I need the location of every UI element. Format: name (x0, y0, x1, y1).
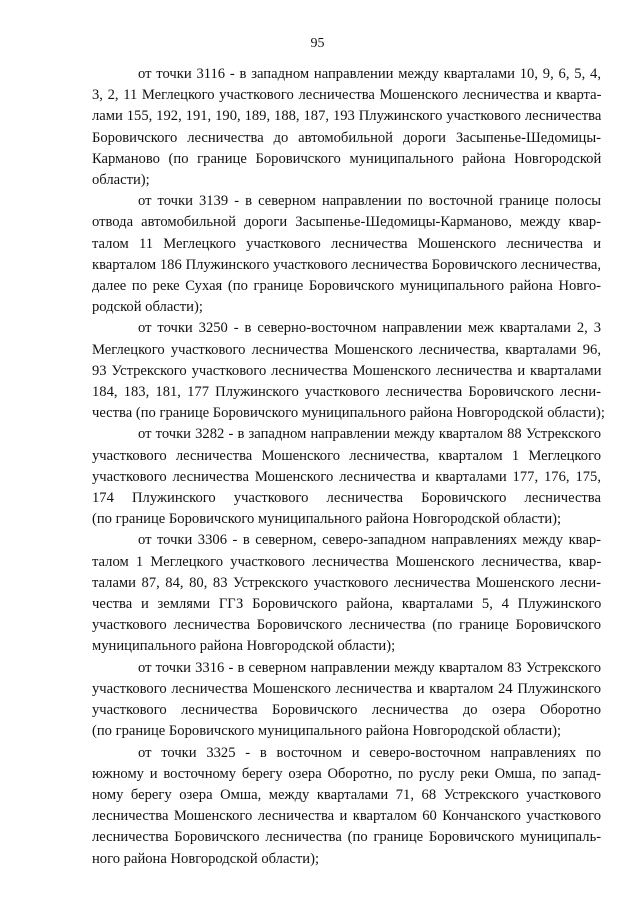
document-body (92, 64, 605, 870)
text-line: от точки 3250 - в северно-восточном направлении меж кварталами 2, 3 (138, 320, 601, 337)
page-number: 95 (310, 36, 325, 51)
text-line: ного района Новгородской области); (92, 850, 320, 867)
paragraph-point-3139 (92, 191, 601, 318)
text-line: от точки 3282 - в западном направлении между кварталом 88 Устрекского (138, 426, 601, 443)
text-line: чества (по границе Боровичского муниципального района Новгородской области); (92, 405, 605, 422)
text-line: лами 155, 192, 191, 190, 189, 188, 187, 193 Плужинского участкового лесничества (92, 108, 602, 125)
paragraph-point-3116 (92, 64, 601, 191)
text-line: участкового лесничества Мошенского лесничества и кварталом 24 Плужинского (92, 680, 601, 697)
text-line: талом 11 Меглецкого участкового лесничества Мошенского лесничества и (92, 235, 601, 252)
text-line: (по границе Боровичского муниципального района Новгородской области); (92, 723, 562, 740)
text-line: участкового лесничества Боровичского лесничества до озера Оборотно (92, 702, 601, 719)
text-line: (по границе Боровичского муниципального района Новгородской области); (92, 511, 562, 528)
text-line: талом 1 Меглецкого участкового лесничества Мошенского лесничества, квар- (92, 553, 602, 570)
text-line: Меглецкого участкового лесничества Мошенского лесничества, кварталами 96, (92, 341, 601, 358)
text-line: 3, 2, 11 Меглецкого участкового лесничества Мошенского лесничества и кварта- (92, 87, 602, 104)
paragraph-point-3325 (92, 743, 601, 870)
text-line: от точки 3325 - в восточном и северо-восточном направлениях по (138, 744, 601, 761)
text-line: отвода автомобильной дороги Засыпенье-Шедомицы-Карманово, между квар- (92, 214, 601, 231)
text-line: 174 Плужинского участкового лесничества Боровичского лесничества (92, 490, 601, 507)
text-line: лесничества Боровичского лесничества (по границе Боровичского муниципаль- (92, 829, 602, 846)
text-line: Боровичского лесничества до автомобильной дороги Засыпенье-Шедомицы- (92, 129, 601, 146)
paragraph-point-3250 (92, 318, 605, 424)
text-line: участкового лесничества Боровичского лесничества (по границе Боровичского (92, 617, 601, 634)
text-line: от точки 3316 - в северном направлении между кварталом 83 Устрекского (138, 659, 601, 676)
text-line: Карманово (по границе Боровичского муниципального района Новгородской (92, 150, 602, 167)
text-line: южному и восточному берегу озера Оборотно, по руслу реки Омша, по запад- (92, 765, 601, 782)
text-line: 184, 183, 181, 177 Плужинского участкового лесничества Боровичского лесни- (92, 384, 601, 401)
paragraph-point-3316 (92, 658, 601, 743)
text-line: муниципального района Новгородской области); (92, 638, 396, 655)
text-line: области); (92, 172, 150, 189)
text-line: далее по реке Сухая (по границе Боровичского муниципального района Новго- (92, 278, 601, 295)
paragraph-point-3306 (92, 530, 601, 657)
text-line: участкового лесничества Мошенского лесничества и кварталами 177, 176, 175, (92, 468, 601, 485)
text-line: 93 Устрекского участкового лесничества Мошенского лесничества и кварталами (92, 362, 602, 379)
text-line: от точки 3139 - в северном направлении по восточной границе полосы (138, 193, 601, 210)
text-line: лесничества Мошенского лесничества и кварталом 60 Кончанского участкового (92, 808, 601, 825)
text-line: талами 87, 84, 80, 83 Устрекского участкового лесничества Мошенского лесни- (92, 574, 601, 591)
text-line: ному берегу озера Омша, между кварталами 71, 68 Устрекского участкового (92, 786, 601, 803)
paragraph-point-3282 (92, 424, 601, 530)
text-line: участкового лесничества Мошенского лесничества, кварталом 1 Меглецкого (92, 447, 601, 464)
text-line: от точки 3116 - в западном направлении между кварталами 10, 9, 6, 5, 4, (138, 66, 601, 82)
text-line: от точки 3306 - в северном, северо-западном направлениях между квар- (138, 532, 601, 549)
text-line: кварталом 186 Плужинского участкового лесничества Боровичского лесничества, (92, 256, 602, 273)
text-line: чества и землями ГГЗ Боровичского района, кварталами 5, 4 Плужинского (92, 596, 602, 613)
text-line: родской области); (92, 299, 203, 316)
